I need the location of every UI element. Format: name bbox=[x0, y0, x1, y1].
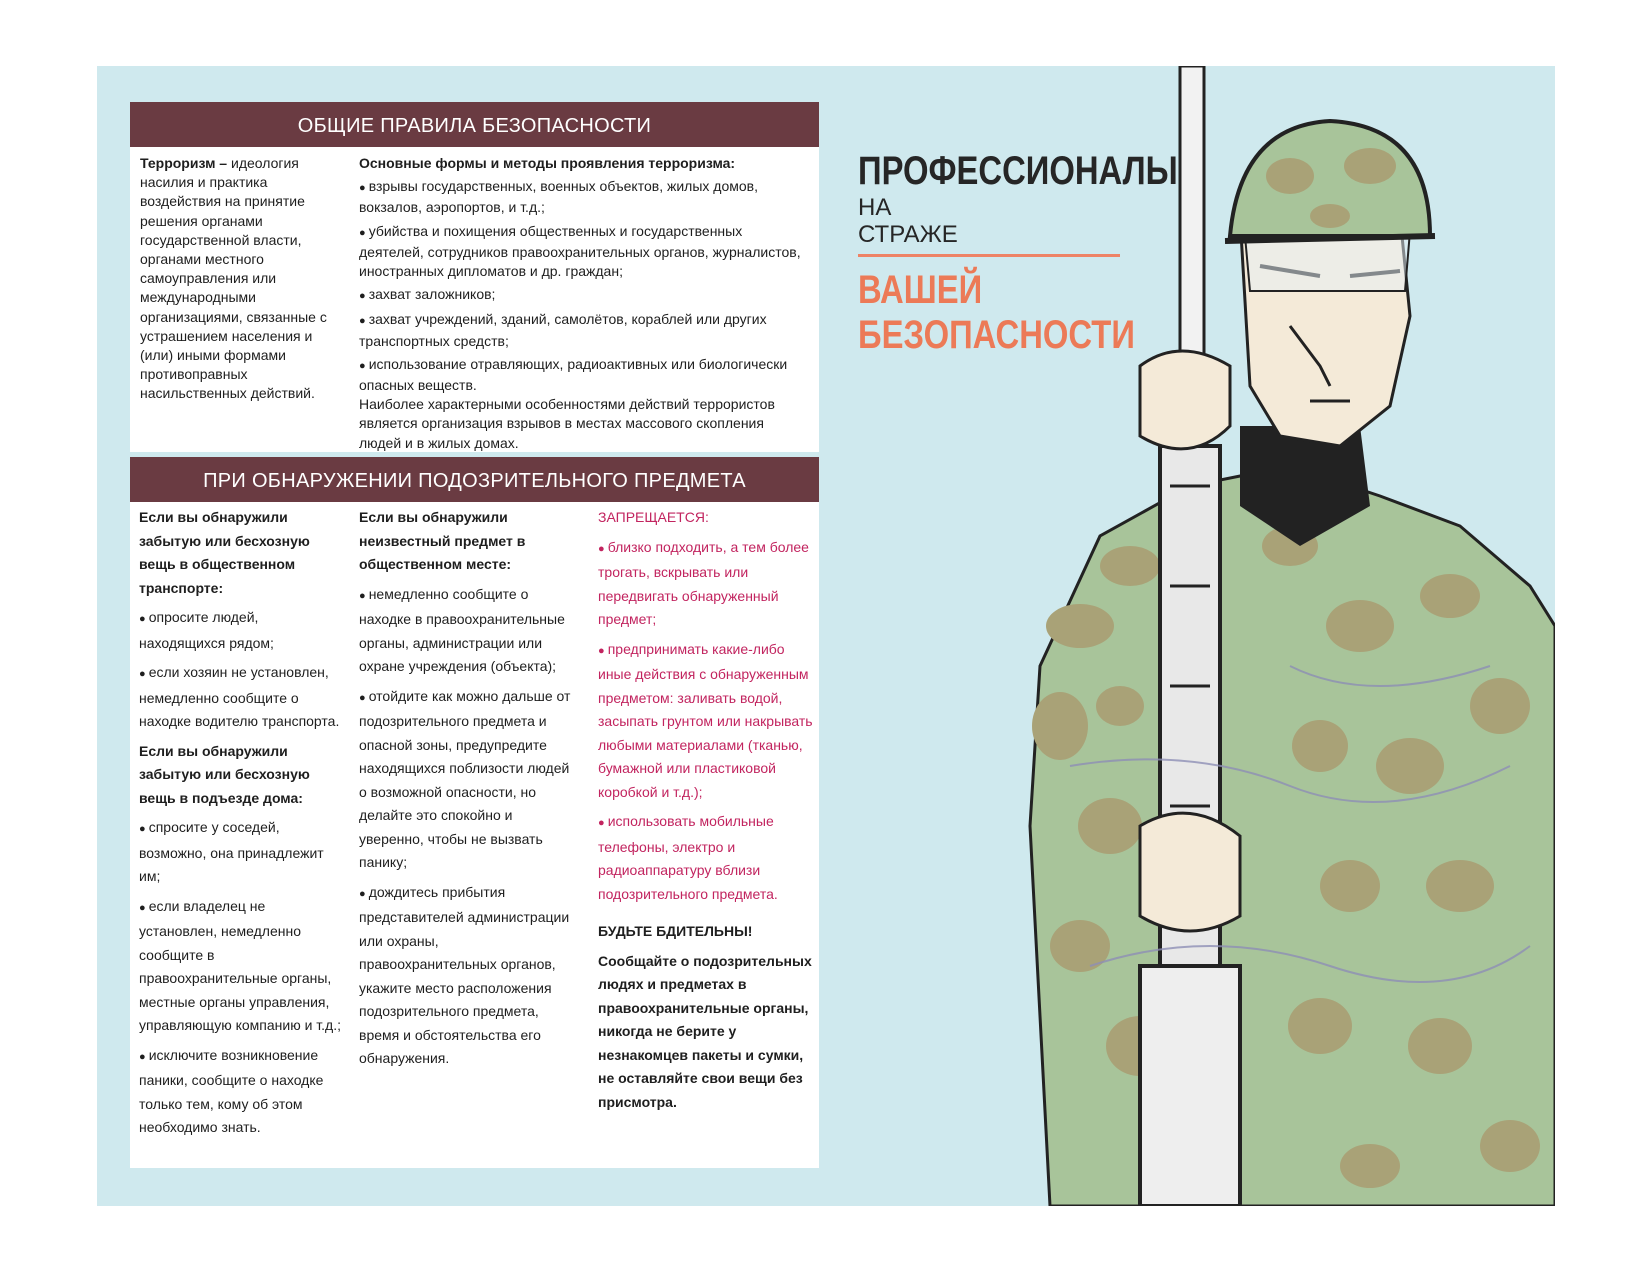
cover-title-line5: БЕЗОПАСНОСТИ bbox=[858, 313, 1135, 357]
terrorism-definition bbox=[140, 154, 340, 404]
vigilance-text: Сообщайте о подозрительных людях и предметах в правоохранительные органы, никогда не берите у незнакомцев пакеты и сумки, не оставляйте свои вещи без присмотра. bbox=[598, 952, 812, 1110]
forms-item: ● использование отравляющих, радиоактивных или биологически опасных веществ. bbox=[359, 355, 809, 395]
prohibited-item: ● использовать мобильные телефоны, электро и радиоаппаратуру вблизи подозрительного предмета. bbox=[598, 810, 813, 906]
col1-item: ● если хозяин не установлен, немедленно сообщите о находке водителю транспорта. bbox=[139, 661, 344, 734]
general-rules-banner: ОБЩИЕ ПРАВИЛА БЕЗОПАСНОСТИ bbox=[130, 102, 819, 147]
col1-item: ● если владелец не установлен, немедленно сообщите в правоохранительные органы, местные органы управления, управляющую компанию и т.д.; bbox=[139, 895, 344, 1038]
prohibited-item: ● предпринимать какие-либо иные действия с обнаруженным предметом: заливать водой, засыпать грунтом или накрывать любыми материалами (тканью, бумажной или пластиковой коробкой и т.д.); bbox=[598, 638, 813, 805]
forms-item: ● взрывы государственных, военных объектов, жилых домов, вокзалов, аэропортов, и т.д.; bbox=[359, 177, 809, 217]
col1-heading-entrance: Если вы обнаружили забытую или бесхозную вещь в подъезде дома: bbox=[139, 742, 310, 806]
prohibited-column bbox=[598, 506, 813, 1120]
col1-item: ● исключите возникновение паники, сообщите о находке только тем, кому об этом необходимо знать. bbox=[139, 1044, 344, 1140]
cover-title-line4: ВАШЕЙ bbox=[858, 268, 983, 312]
col2-item: ● отойдите как можно дальше от подозрительного предмета и опасной зоны, предупредите находящихся поблизости людей о возможной опасности, но делайте это спокойно и уверенно, чтобы не вызвать панику; bbox=[359, 685, 574, 875]
cover-title-line3: СТРАЖЕ bbox=[858, 221, 958, 248]
forms-heading: Основные формы и методы проявления терроризма: bbox=[359, 155, 736, 171]
col1-heading-transport: Если вы обнаружили забытую или бесхозную вещь в общественном транспорте: bbox=[139, 509, 310, 596]
vigilance-heading: БУДЬТЕ БДИТЕЛЬНЫ! bbox=[598, 923, 753, 939]
suspicious-object-panel bbox=[130, 457, 819, 1168]
col2-heading: Если вы обнаружили неизвестный предмет в общественном месте: bbox=[359, 509, 526, 572]
prohibited-heading: ЗАПРЕЩАЕТСЯ: bbox=[598, 509, 709, 525]
general-rules-panel bbox=[130, 102, 819, 452]
terrorism-forms bbox=[359, 154, 809, 457]
rifle-stock bbox=[1140, 966, 1240, 1206]
col1-item: ● спросите у соседей, возможно, она принадлежит им; bbox=[139, 816, 344, 889]
suspicious-object-banner: ПРИ ОБНАРУЖЕНИИ ПОДОЗРИТЕЛЬНОГО ПРЕДМЕТА bbox=[130, 457, 819, 502]
forms-item: ● убийства и похищения общественных и государственных деятелей, сотрудников правоохранительных органов, журналистов, иностранных дипломатов и др. граждан; bbox=[359, 222, 809, 282]
cover-divider bbox=[858, 254, 1120, 257]
prohibited-item: ● близко подходить, а тем более трогать, вскрывать или передвигать обнаруженный предмет; bbox=[598, 536, 813, 632]
forms-item: ● захват учреждений, зданий, самолётов, кораблей или других транспортных средств; bbox=[359, 310, 809, 350]
definition-text: идеология насилия и практика воздействия на принятие решения органами государственной власти, органами местного самоуправления или международными организациями, связанные с устрашением населения и (или) иными формами противоправных насильственных действий. bbox=[140, 155, 327, 402]
cover-title-line2: НА bbox=[858, 194, 892, 221]
definition-term: Терроризм – bbox=[140, 155, 228, 171]
cover-title-line1: ПРОФЕССИОНАЛЫ bbox=[858, 149, 1178, 193]
col2-item: ● дождитесь прибытия представителей администрации или охраны, правоохранительных органов, укажите место расположения подозрительного предмета, время и обстоятельства его обнаружения. bbox=[359, 881, 574, 1071]
cover-title bbox=[858, 148, 1188, 248]
soldier-hand-lower bbox=[1140, 813, 1240, 931]
transport-and-entrance-column bbox=[139, 506, 344, 1146]
forms-note: Наиболее характерными особенностями действий террористов является организация взрывов в местах массового скопления людей и в жилых домах. bbox=[359, 396, 775, 451]
public-place-column bbox=[359, 506, 574, 1077]
col2-item: ● немедленно сообщите о находке в правоохранительные органы, администрации или охране учреждения (объекта); bbox=[359, 583, 574, 679]
soldier-hand-upper bbox=[1140, 351, 1230, 449]
col1-item: ● опросите людей, находящихся рядом; bbox=[139, 606, 344, 655]
forms-item: ● захват заложников; bbox=[359, 285, 809, 306]
